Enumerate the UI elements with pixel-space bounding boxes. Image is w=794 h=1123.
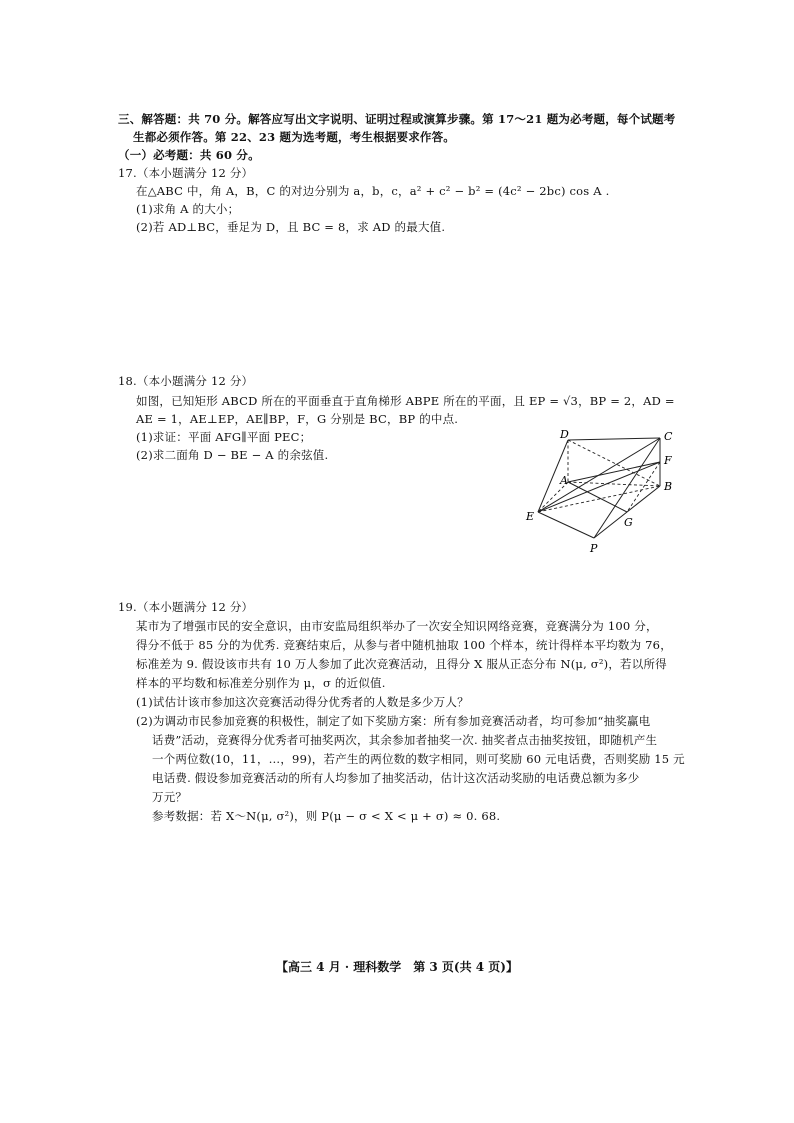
label-P: P [590, 542, 598, 555]
q19-stem-line1: 某市为了增强市民的安全意识，由市安监局组织举办了一次安全知识网络竞赛，竞赛满分为 100 分， [136, 619, 658, 633]
part1-heading: （一）必考题：共 60 分。 [118, 148, 260, 162]
edge-EF [538, 462, 660, 512]
label-F: F [664, 454, 672, 467]
q19-reference-data: 参考数据：若 X～N(μ, σ²)，则 P(μ − σ < X < μ + σ) ≈ 0. 68. [152, 809, 501, 823]
solid-figure-svg [520, 428, 690, 558]
q19-part2-line3: 一个两位数(10，11，…，99)，若产生的两位数的数字相同，则可奖励 60 元电话费，否则奖励 15 元 [152, 752, 685, 766]
edge-FG [627, 462, 660, 512]
label-G: G [624, 516, 633, 529]
q18-stem-line1: 如图，已知矩形 ABCD 所在的平面垂直于直角梯形 ABPE 所在的平面，且 EP = √3，BP = 2，AD = [136, 394, 675, 408]
q19-stem-line2: 得分不低于 85 分的为优秀. 竞赛结束后，从参与者中随机抽取 100 个样本，统计得样本平均数为 76， [136, 638, 672, 652]
label-D: D [560, 428, 569, 441]
q18-geometry-figure [520, 428, 690, 558]
q19-stem-line4: 样本的平均数和标准差分别作为 μ，σ 的近似值. [136, 676, 386, 690]
q19-part1: (1)试估计该市参加这次竞赛活动得分优秀者的人数是多少万人？ [136, 695, 469, 709]
q17-stem: 在△ABC 中，角 A，B，C 的对边分别为 a，b，c，a² + c² − b² = (4c² − 2bc) cos A . [136, 184, 610, 198]
section-heading-line2: 生都必须作答。第 22、23 题为选考题，考生根据要求作答。 [133, 130, 456, 144]
label-A: A [560, 474, 568, 487]
q19-part2-line4: 电话费. 假设参加竞赛活动的所有人均参加了抽奖活动，估计这次活动奖励的电话费总额为多少 [152, 771, 640, 785]
section-heading-line1: 三、解答题：共 70 分。解答应写出文字说明、证明过程或演算步骤。第 17～21 题为必考题，每个试题考 [118, 112, 676, 126]
page-footer: 【高三 4 月 · 理科数学 第 3 页(共 4 页)】 [275, 960, 518, 974]
q19-header: 19.（本小题满分 12 分） [118, 600, 254, 614]
q19-part2-line1: (2)为调动市民参加竞赛的积极性，制定了如下奖励方案：所有参加竞赛活动者，均可参加“抽奖赢电 [136, 714, 651, 728]
q19-part2-line5: 万元？ [152, 790, 188, 804]
q19-stem-line3: 标准差为 9. 假设该市共有 10 万人参加了此次竞赛活动，且得分 X 服从正态分布 N(μ, σ²)，若以所得 [136, 657, 667, 671]
edge-AG [568, 482, 627, 512]
q18-header: 18.（本小题满分 12 分） [118, 374, 254, 388]
label-E: E [526, 510, 535, 523]
edge-AF [568, 462, 660, 482]
q18-stem-line2: AE = 1，AE⊥EP，AE∥BP，F，G 分别是 BC，BP 的中点. [136, 412, 459, 426]
q18-part1: (1)求证：平面 AFG∥平面 PEC； [136, 430, 312, 444]
q19-part2-line2: 话费”活动，竞赛得分优秀者可抽奖两次，其余参加者抽奖一次. 抽奖者点击抽奖按钮，即随机产生 [152, 733, 658, 747]
q17-part2: (2)若 AD⊥BC，垂足为 D，且 BC = 8，求 AD 的最大值. [136, 220, 446, 234]
q18-part2: (2)求二面角 D − BE − A 的余弦值. [136, 448, 329, 462]
edge-EP [538, 512, 594, 538]
q17-part1: (1)求角 A 的大小； [136, 202, 240, 216]
label-C: C [664, 430, 673, 443]
label-B: B [664, 480, 673, 493]
q17-header: 17.（本小题满分 12 分） [118, 166, 254, 180]
edge-DC [568, 438, 660, 440]
